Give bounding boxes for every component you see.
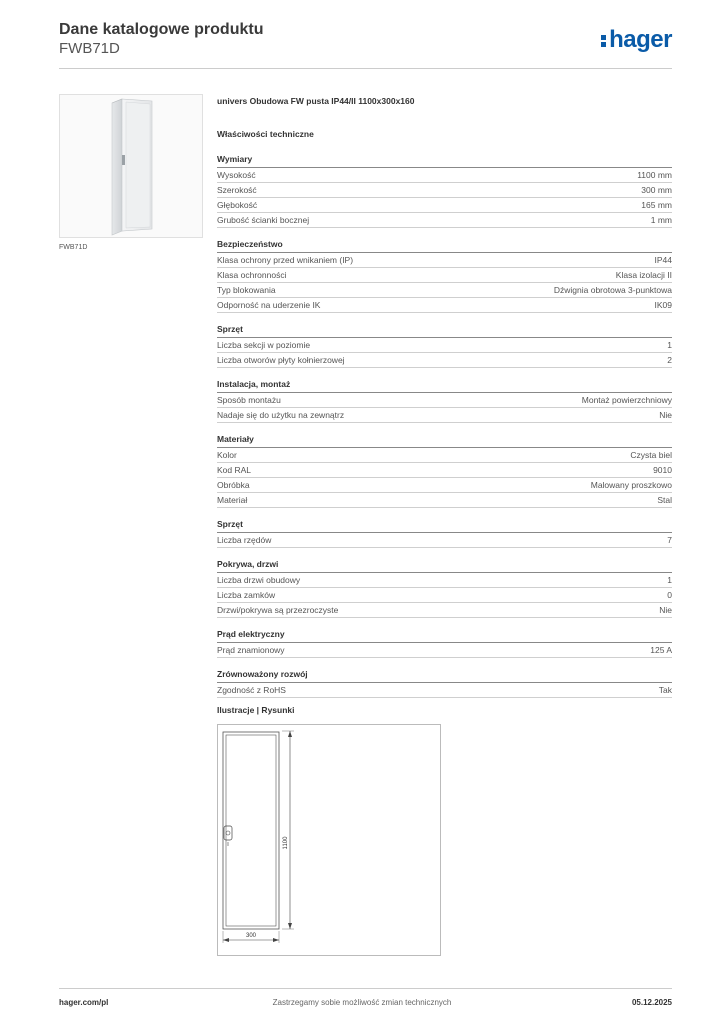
spec-value: IP44	[654, 255, 672, 265]
spec-value: 9010	[653, 465, 672, 475]
spec-section	[217, 519, 672, 548]
spec-label: Liczba drzwi obudowy	[217, 575, 301, 585]
spec-label: Obróbka	[217, 480, 250, 490]
product-code: FWB71D	[59, 40, 120, 57]
spec-value: 300 mm	[641, 185, 672, 195]
product-photo	[59, 94, 203, 238]
spec-section	[217, 559, 672, 618]
section-title: Sprzęt	[217, 324, 672, 338]
spec-label: Szerokość	[217, 185, 257, 195]
spec-row	[217, 353, 672, 368]
spec-label: Zgodność z RoHS	[217, 685, 286, 695]
product-title: univers Obudowa FW pusta IP44/II 1100x300x160	[217, 96, 415, 106]
spec-row	[217, 253, 672, 268]
footer-website-link[interactable]: hager.com/pl	[59, 998, 109, 1007]
section-title: Wymiary	[217, 154, 672, 168]
spec-row	[217, 283, 672, 298]
logo-text: hager	[609, 26, 672, 53]
spec-row	[217, 448, 672, 463]
spec-row	[217, 683, 672, 698]
section-title: Prąd elektryczny	[217, 629, 672, 643]
photo-caption: FWB71D	[59, 244, 88, 251]
spec-value: 0	[667, 590, 672, 600]
spec-row	[217, 463, 672, 478]
spec-section	[217, 379, 672, 423]
spec-value: 7	[667, 535, 672, 545]
spec-row	[217, 183, 672, 198]
spec-row	[217, 198, 672, 213]
spec-row	[217, 603, 672, 618]
spec-section	[217, 669, 672, 698]
section-title: Instalacja, montaż	[217, 379, 672, 393]
spec-row	[217, 213, 672, 228]
spec-label: Nadaje się do użytku na zewnątrz	[217, 410, 345, 420]
page-title: Dane katalogowe produktu	[59, 21, 264, 38]
section-title: Zrównoważony rozwój	[217, 669, 672, 683]
height-dimension-label: 1100	[283, 836, 289, 850]
spec-section	[217, 434, 672, 508]
spec-label: Materiał	[217, 495, 248, 505]
spec-value: Klasa izolacji II	[615, 270, 672, 280]
spec-label: Wysokość	[217, 170, 256, 180]
spec-label: Klasa ochronności	[217, 270, 287, 280]
spec-label: Drzwi/pokrywa są przezroczyste	[217, 605, 339, 615]
spec-label: Klasa ochrony przed wnikaniem (IP)	[217, 255, 354, 265]
footer-date: 05.12.2025	[631, 998, 672, 1007]
spec-value: Malowany proszkowo	[590, 480, 672, 490]
section-title: Sprzęt	[217, 519, 672, 533]
spec-value: 1	[667, 340, 672, 350]
spec-value: IK09	[654, 300, 672, 310]
illustrations-heading: Ilustracje | Rysunki	[217, 705, 295, 715]
spec-label: Typ blokowania	[217, 285, 276, 295]
spec-row	[217, 298, 672, 313]
spec-value: 1100 mm	[637, 170, 672, 180]
spec-value: 165 mm	[641, 200, 672, 210]
footer-notice: Zastrzegamy sobie możliwość zmian technicznych	[272, 998, 452, 1007]
spec-value: 125 A	[650, 645, 672, 655]
spec-section	[217, 154, 672, 228]
spec-label: Liczba sekcji w poziomie	[217, 340, 311, 350]
spec-row	[217, 478, 672, 493]
spec-row	[217, 268, 672, 283]
section-title: Materiały	[217, 434, 672, 448]
spec-section	[217, 324, 672, 368]
footer-divider	[59, 988, 672, 989]
spec-value: Czysta biel	[630, 450, 672, 460]
width-dimension-label: 300	[245, 933, 257, 939]
spec-label: Grubość ścianki bocznej	[217, 215, 310, 225]
spec-row	[217, 588, 672, 603]
spec-value: Dźwignia obrotowa 3-punktowa	[553, 285, 672, 295]
spec-label: Głębokość	[217, 200, 258, 210]
spec-row	[217, 643, 672, 658]
spec-label: Kolor	[217, 450, 237, 460]
spec-value: 1	[667, 575, 672, 585]
spec-value: 1 mm	[650, 215, 672, 225]
spec-section	[217, 629, 672, 658]
spec-row	[217, 408, 672, 423]
spec-label: Sposób montażu	[217, 395, 281, 405]
spec-value: Nie	[659, 605, 672, 615]
spec-value: 2	[667, 355, 672, 365]
spec-label: Odporność na uderzenie IK	[217, 300, 321, 310]
spec-value: Nie	[659, 410, 672, 420]
spec-row	[217, 338, 672, 353]
spec-row	[217, 168, 672, 183]
technical-drawing	[217, 724, 441, 956]
spec-row	[217, 533, 672, 548]
spec-value: Stal	[657, 495, 672, 505]
header-divider	[59, 68, 672, 69]
spec-section	[217, 239, 672, 313]
cabinet-drawing-icon	[218, 725, 440, 955]
spec-label: Liczba zamków	[217, 590, 276, 600]
spec-sections	[217, 154, 672, 698]
spec-label: Prąd znamionowy	[217, 645, 285, 655]
spec-value: Montaż powierzchniowy	[581, 395, 672, 405]
logo-dots-icon	[601, 33, 606, 49]
spec-value: Tak	[658, 685, 672, 695]
spec-label: Liczba rzędów	[217, 535, 272, 545]
spec-row	[217, 573, 672, 588]
hager-logo[interactable]	[601, 26, 672, 54]
cabinet-photo-icon	[60, 95, 202, 237]
spec-label: Kod RAL	[217, 465, 252, 475]
tech-properties-heading: Właściwości techniczne	[217, 129, 314, 139]
section-title: Bezpieczeństwo	[217, 239, 672, 253]
section-title: Pokrywa, drzwi	[217, 559, 672, 573]
spec-row	[217, 393, 672, 408]
spec-row	[217, 493, 672, 508]
spec-content	[217, 96, 672, 698]
spec-label: Liczba otworów płyty kołnierzowej	[217, 355, 345, 365]
